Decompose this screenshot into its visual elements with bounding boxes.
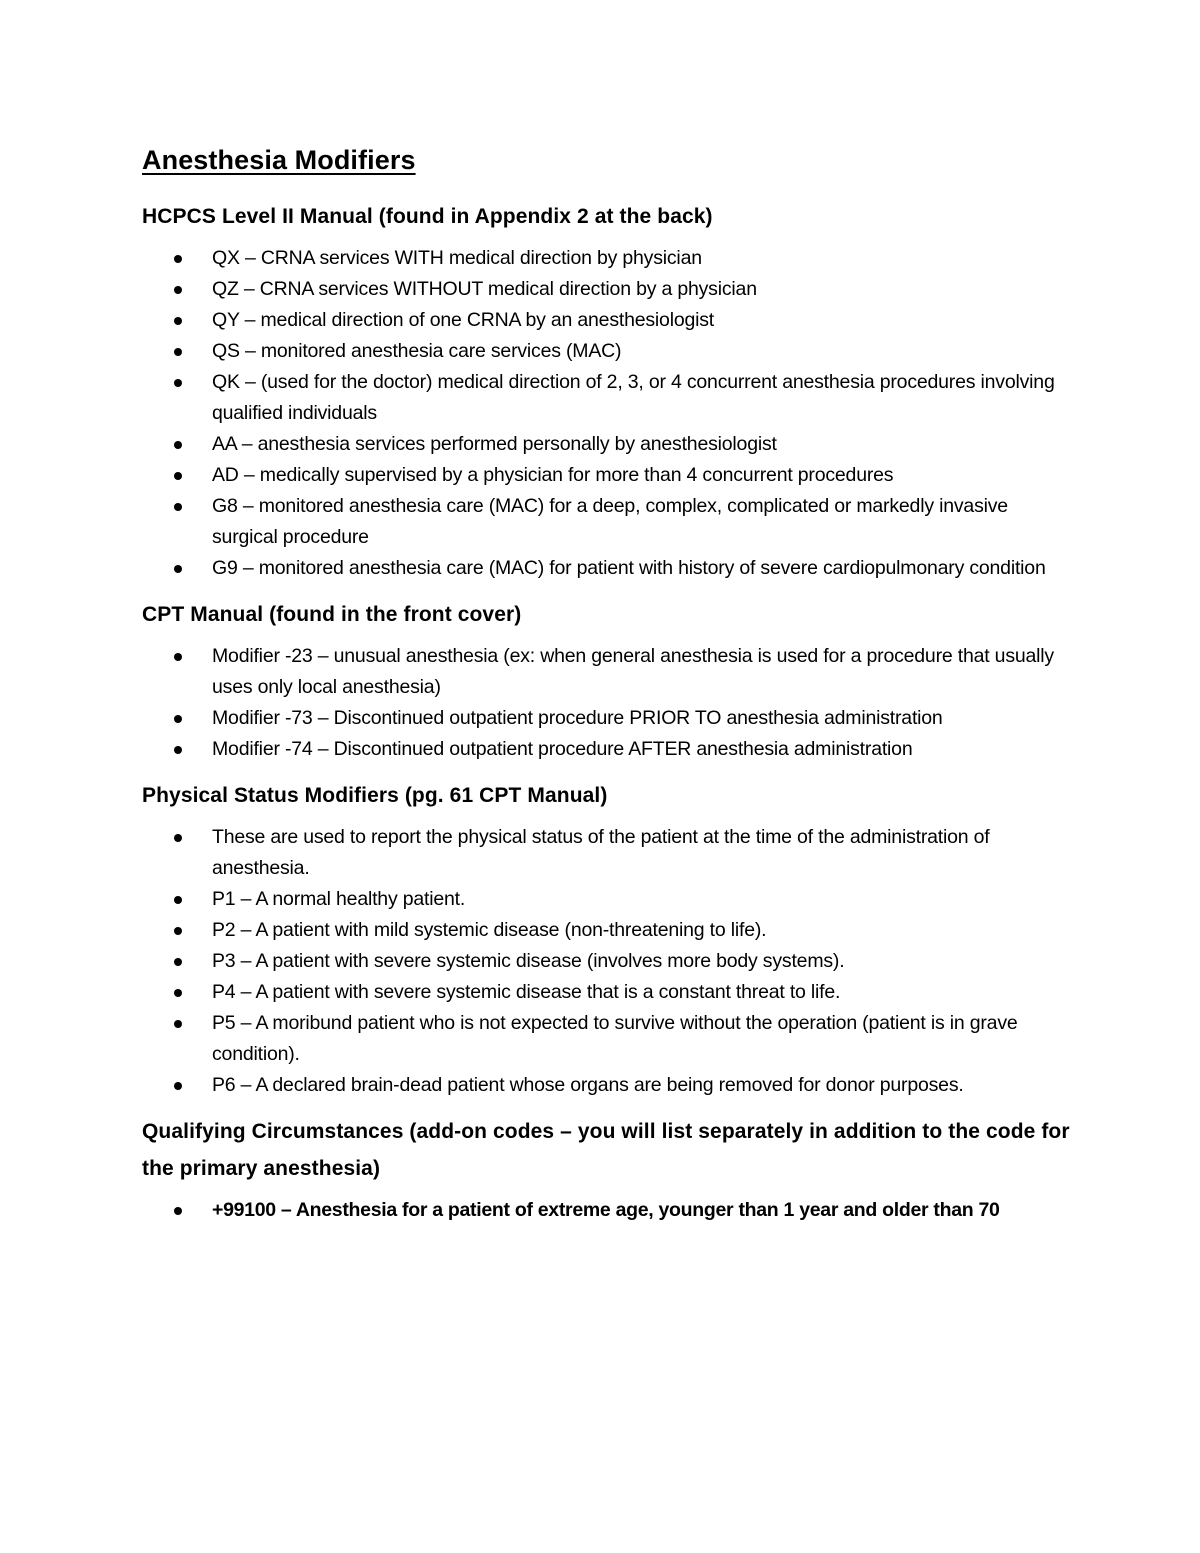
bullet-icon	[174, 503, 182, 511]
list-item-99100: +99100 – Anesthesia for a patient of extreme age, younger than 1 year and older than 70	[142, 1195, 1072, 1226]
list-item-p4: P4 – A patient with severe systemic disease that is a constant threat to life.	[142, 977, 1072, 1008]
list-item-g8: G8 – monitored anesthesia care (MAC) for a deep, complex, complicated or markedly invasive surgical procedure	[142, 491, 1072, 553]
bullet-icon	[174, 896, 182, 904]
bullet-icon	[174, 1020, 182, 1028]
section-heading-cpt: CPT Manual (found in the front cover)	[142, 603, 522, 626]
qualifying-circumstances-list	[142, 1195, 1072, 1226]
bullet-icon	[174, 255, 182, 263]
bullet-icon	[174, 379, 182, 387]
list-item-p3: P3 – A patient with severe systemic disease (involves more body systems).	[142, 946, 1072, 977]
hcpcs-modifier-list	[142, 243, 1072, 584]
bullet-icon	[174, 958, 182, 966]
bullet-icon	[174, 715, 182, 723]
list-item-modifier-74: Modifier -74 – Discontinued outpatient procedure AFTER anesthesia administration	[142, 734, 1072, 765]
bullet-icon	[174, 1082, 182, 1090]
bullet-icon	[174, 834, 182, 842]
cpt-modifier-list	[142, 641, 1072, 765]
list-item-qx: QX – CRNA services WITH medical direction by physician	[142, 243, 1072, 274]
section-heading-physical-status: Physical Status Modifiers (pg. 61 CPT Manual)	[142, 784, 608, 807]
bullet-icon	[174, 317, 182, 325]
bullet-icon	[174, 472, 182, 480]
bullet-icon	[174, 565, 182, 573]
bullet-icon	[174, 989, 182, 997]
list-item-modifier-23: Modifier -23 – unusual anesthesia (ex: when general anesthesia is used for a procedure that usually uses only local anesthesia)	[142, 641, 1072, 703]
list-item-aa: AA – anesthesia services performed personally by anesthesiologist	[142, 429, 1072, 460]
bullet-icon	[174, 927, 182, 935]
bullet-icon	[174, 1207, 182, 1215]
physical-status-list	[142, 822, 1072, 1101]
section-heading-qualifying-circumstances: Qualifying Circumstances (add-on codes – you will list separately in addition to the code for the primary anesthesia)	[142, 1120, 1070, 1180]
list-item-qz: QZ – CRNA services WITHOUT medical direction by a physician	[142, 274, 1072, 305]
list-item-ad: AD – medically supervised by a physician for more than 4 concurrent procedures	[142, 460, 1072, 491]
bullet-icon	[174, 286, 182, 294]
list-item-p6: P6 – A declared brain-dead patient whose organs are being removed for donor purposes.	[142, 1070, 1072, 1101]
list-item-p5: P5 – A moribund patient who is not expected to survive without the operation (patient is in grave condition).	[142, 1008, 1072, 1070]
list-item-g9: G9 – monitored anesthesia care (MAC) for patient with history of severe cardiopulmonary condition	[142, 553, 1072, 584]
list-item-modifier-73: Modifier -73 – Discontinued outpatient procedure PRIOR TO anesthesia administration	[142, 703, 1072, 734]
list-item-p1: P1 – A normal healthy patient.	[142, 884, 1072, 915]
list-item-qs: QS – monitored anesthesia care services (MAC)	[142, 336, 1072, 367]
document-title: Anesthesia Modifiers	[142, 145, 416, 175]
list-item-qk: QK – (used for the doctor) medical direction of 2, 3, or 4 concurrent anesthesia procedures involving qualified individuals	[142, 367, 1072, 429]
bullet-icon	[174, 653, 182, 661]
bullet-icon	[174, 746, 182, 754]
list-item-physical-status-intro: These are used to report the physical status of the patient at the time of the administration of anesthesia.	[142, 822, 1072, 884]
list-item-qy: QY – medical direction of one CRNA by an anesthesiologist	[142, 305, 1072, 336]
document-page	[142, 140, 1072, 1226]
bullet-icon	[174, 348, 182, 356]
section-heading-hcpcs: HCPCS Level II Manual (found in Appendix 2 at the back)	[142, 205, 713, 228]
bullet-icon	[174, 441, 182, 449]
list-item-p2: P2 – A patient with mild systemic disease (non-threatening to life).	[142, 915, 1072, 946]
